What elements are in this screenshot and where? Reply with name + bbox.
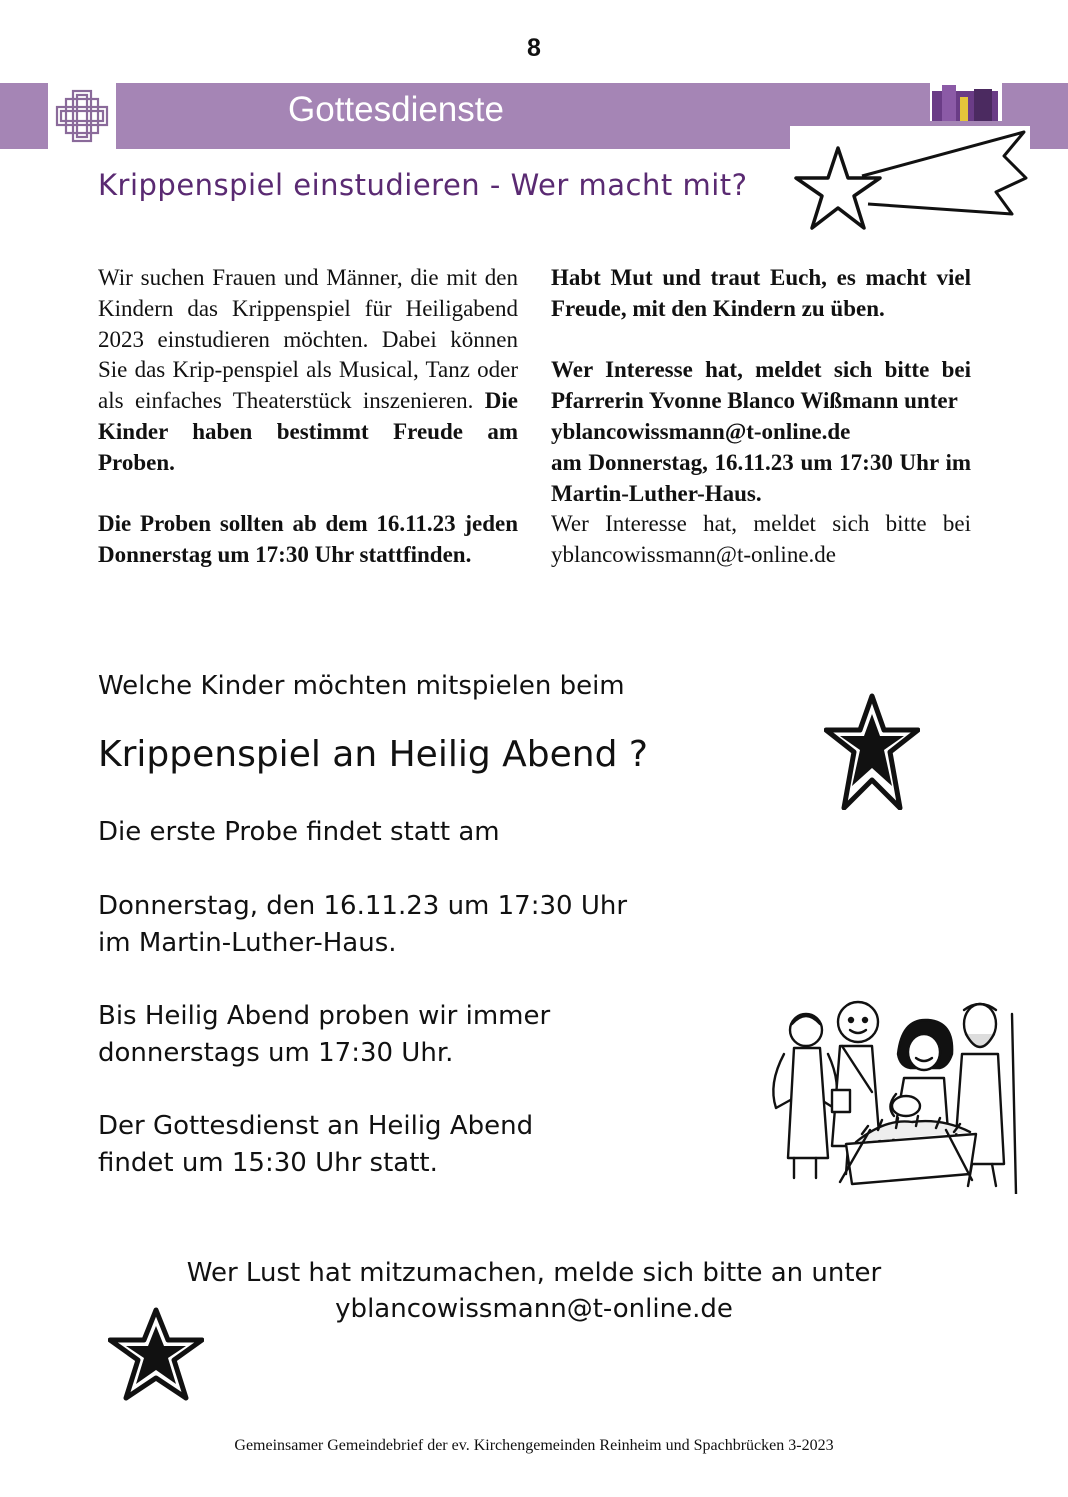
flyer-service-line-2: findet um 15:30 Uhr statt. (98, 1148, 438, 1178)
right-p2-normal: Wer Interesse hat, meldet sich bitte bei yblancowissmann@t-online.de (551, 511, 971, 568)
left-p1-text: Wir suchen Frauen und Männer, die mit den Kindern das Krippenspiel für Heiligabend 2023 einstudieren möchten. Dabei können Sie das Krip-penspiel als Musical, Tanz oder als einfaches Theaterstück inszenieren. (98, 265, 518, 414)
church-cross-logo (48, 83, 116, 149)
star-decoration-left (108, 1306, 204, 1402)
right-paragraph-1: Habt Mut und traut Euch, es macht viel Freude, mit den Kindern zu üben. (551, 265, 971, 321)
star-icon (824, 690, 920, 810)
cross-logo-icon (48, 83, 116, 149)
page-footer: Gemeinsamer Gemeindebrief der ev. Kirchengemeinden Reinheim und Spachbrücken 3-2023 (234, 1437, 834, 1454)
left-p1-bold: Die Kinder haben bestimmt Freude am Proben. (98, 388, 518, 475)
left-column (98, 263, 518, 571)
right-p2-bold-b: am Donnerstag, 16.11.23 um 17:30 Uhr im Martin-Luther-Haus. (551, 449, 971, 506)
left-paragraph-2: Die Proben sollten ab dem 16.11.23 jeden Donnerstag um 17:30 Uhr stattfinden. (98, 511, 518, 568)
flyer-rehearsal-date-line-1: Donnerstag, den 16.11.23 um 17:30 Uhr (98, 891, 628, 921)
parish-logo (930, 83, 1002, 121)
flyer-schedule-line-1: Bis Heilig Abend proben wir immer (98, 1001, 551, 1031)
flyer-welcome-line: Welche Kinder möchten mitspielen beim (98, 671, 625, 701)
flyer-cta-email: yblancowissmann@t-online.de (335, 1294, 733, 1324)
star-decoration-right (824, 690, 920, 810)
right-column (551, 263, 971, 571)
shooting-star-illustration (790, 126, 1030, 244)
flyer-big-line: Krippenspiel an Heilig Abend ? (98, 734, 648, 775)
left-paragraph-1 (98, 263, 518, 479)
section-title: Gottesdienste (288, 90, 504, 129)
flyer-rehearsal-date-line-2: im Martin-Luther-Haus. (98, 928, 397, 958)
nativity-icon (766, 994, 1028, 1194)
flyer-schedule-line-2: donnerstags um 17:30 Uhr. (98, 1038, 454, 1068)
page-number: 8 (527, 34, 541, 62)
star-icon (108, 1306, 204, 1402)
right-p2-email: yblancowissmann@t-online.de (551, 418, 851, 444)
nativity-children-illustration (766, 994, 1028, 1194)
flyer-rehearsal-intro: Die erste Probe findet statt am (98, 817, 500, 847)
flyer-service-line-1: Der Gottesdienst an Heilig Abend (98, 1111, 534, 1141)
right-paragraph-2 (551, 355, 971, 571)
parish-logo-icon (930, 83, 1002, 121)
flyer-cta-line-1: Wer Lust hat mitzumachen, melde sich bitte an unter (186, 1258, 882, 1288)
article-headline: Krippenspiel einstudieren - Wer macht mit? (98, 168, 748, 202)
shooting-star-icon (790, 126, 1030, 244)
right-p2-bold-a: Wer Interesse hat, meldet sich bitte bei Pfarrerin Yvonne Blanco Wißmann unter (551, 357, 971, 414)
